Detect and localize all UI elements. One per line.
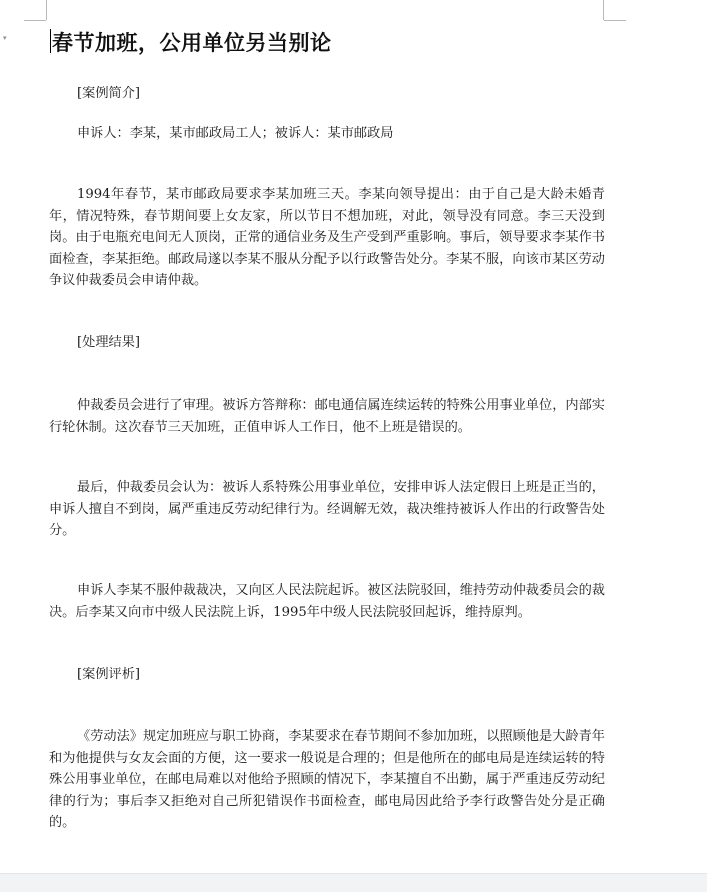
crop-mark-top-left-horizontal	[24, 20, 46, 21]
collapse-arrow-icon[interactable]: ▾	[3, 34, 7, 42]
court-appeal-paragraph[interactable]: 申诉人李某不服仲裁裁决，又向区人民法院起诉。被区法院驳回，维持劳动仲裁委员会的裁决。后李某又向市中级人民法院上诉，1995年中级人民法院驳回起诉，维持原判。	[49, 583, 605, 620]
arbitration-hearing-paragraph[interactable]: 仲裁委员会进行了审理。被诉方答辩称：邮电通信属连续运转的特殊公用事业单位，内部实行轮休制。这次春节三天加班，正值申诉人工作日，他不上班是错误的。	[49, 398, 605, 435]
arbitration-ruling-paragraph[interactable]: 最后，仲裁委员会认为：被诉人系特殊公用事业单位，安排申诉人法定假日上班是正当的，申诉人擅自不到岗，属严重违反劳动纪律行为。经调解无效，裁决维持被诉人作出的行政警告处分。	[49, 480, 605, 538]
section-heading-result[interactable]: [处理结果]	[77, 335, 141, 350]
parties-paragraph[interactable]: 申诉人：李某，某市邮政局工人；被诉人：某市邮政局	[77, 126, 394, 141]
document-title[interactable]: 春节加班，公用单位另当别论	[52, 30, 332, 55]
analysis-paragraph[interactable]: 《劳动法》规定加班应与职工协商，李某要求在春节期间不参加加班，以照顾他是大龄青年和为他提供与女友会面的方便，这一要求一般说是合理的；但是他所在的邮电局是连续运转的特殊公用事业单位，在邮电局难以对他给予照顾的情况下，李某擅自不出勤，属于严重违反劳动纪律的行为；事后李又拒绝对自己所犯错误作书面检查，邮电局因此给予李行政警告处分是正确的。	[49, 729, 605, 830]
crop-mark-top-right-horizontal	[604, 20, 626, 21]
case-facts-paragraph[interactable]: 1994年春节，某市邮政局要求李某加班三天。李某向领导提出：由于自己是大龄未婚青年，情况特殊，春节期间要上女友家，所以节日不想加班，对此，领导没有同意。李三天没到岗。由于电瓶充电间无人顶岗，正常的通信业务及生产受到严重影响。事后，领导要求李某作书面检查，李某拒绝。邮政局遂以李某不服从分配予以行政警告处分。李某不服，向该市某区劳动争议仲裁委员会申请仲裁。	[49, 187, 605, 288]
section-heading-case-intro[interactable]: [案例简介]	[77, 86, 141, 101]
section-heading-analysis[interactable]: [案例评析]	[77, 667, 141, 682]
bottom-scroll-area	[0, 873, 707, 892]
text-cursor	[50, 29, 51, 53]
crop-mark-top-right-vertical	[603, 0, 604, 20]
crop-mark-top-left-vertical	[46, 0, 47, 20]
